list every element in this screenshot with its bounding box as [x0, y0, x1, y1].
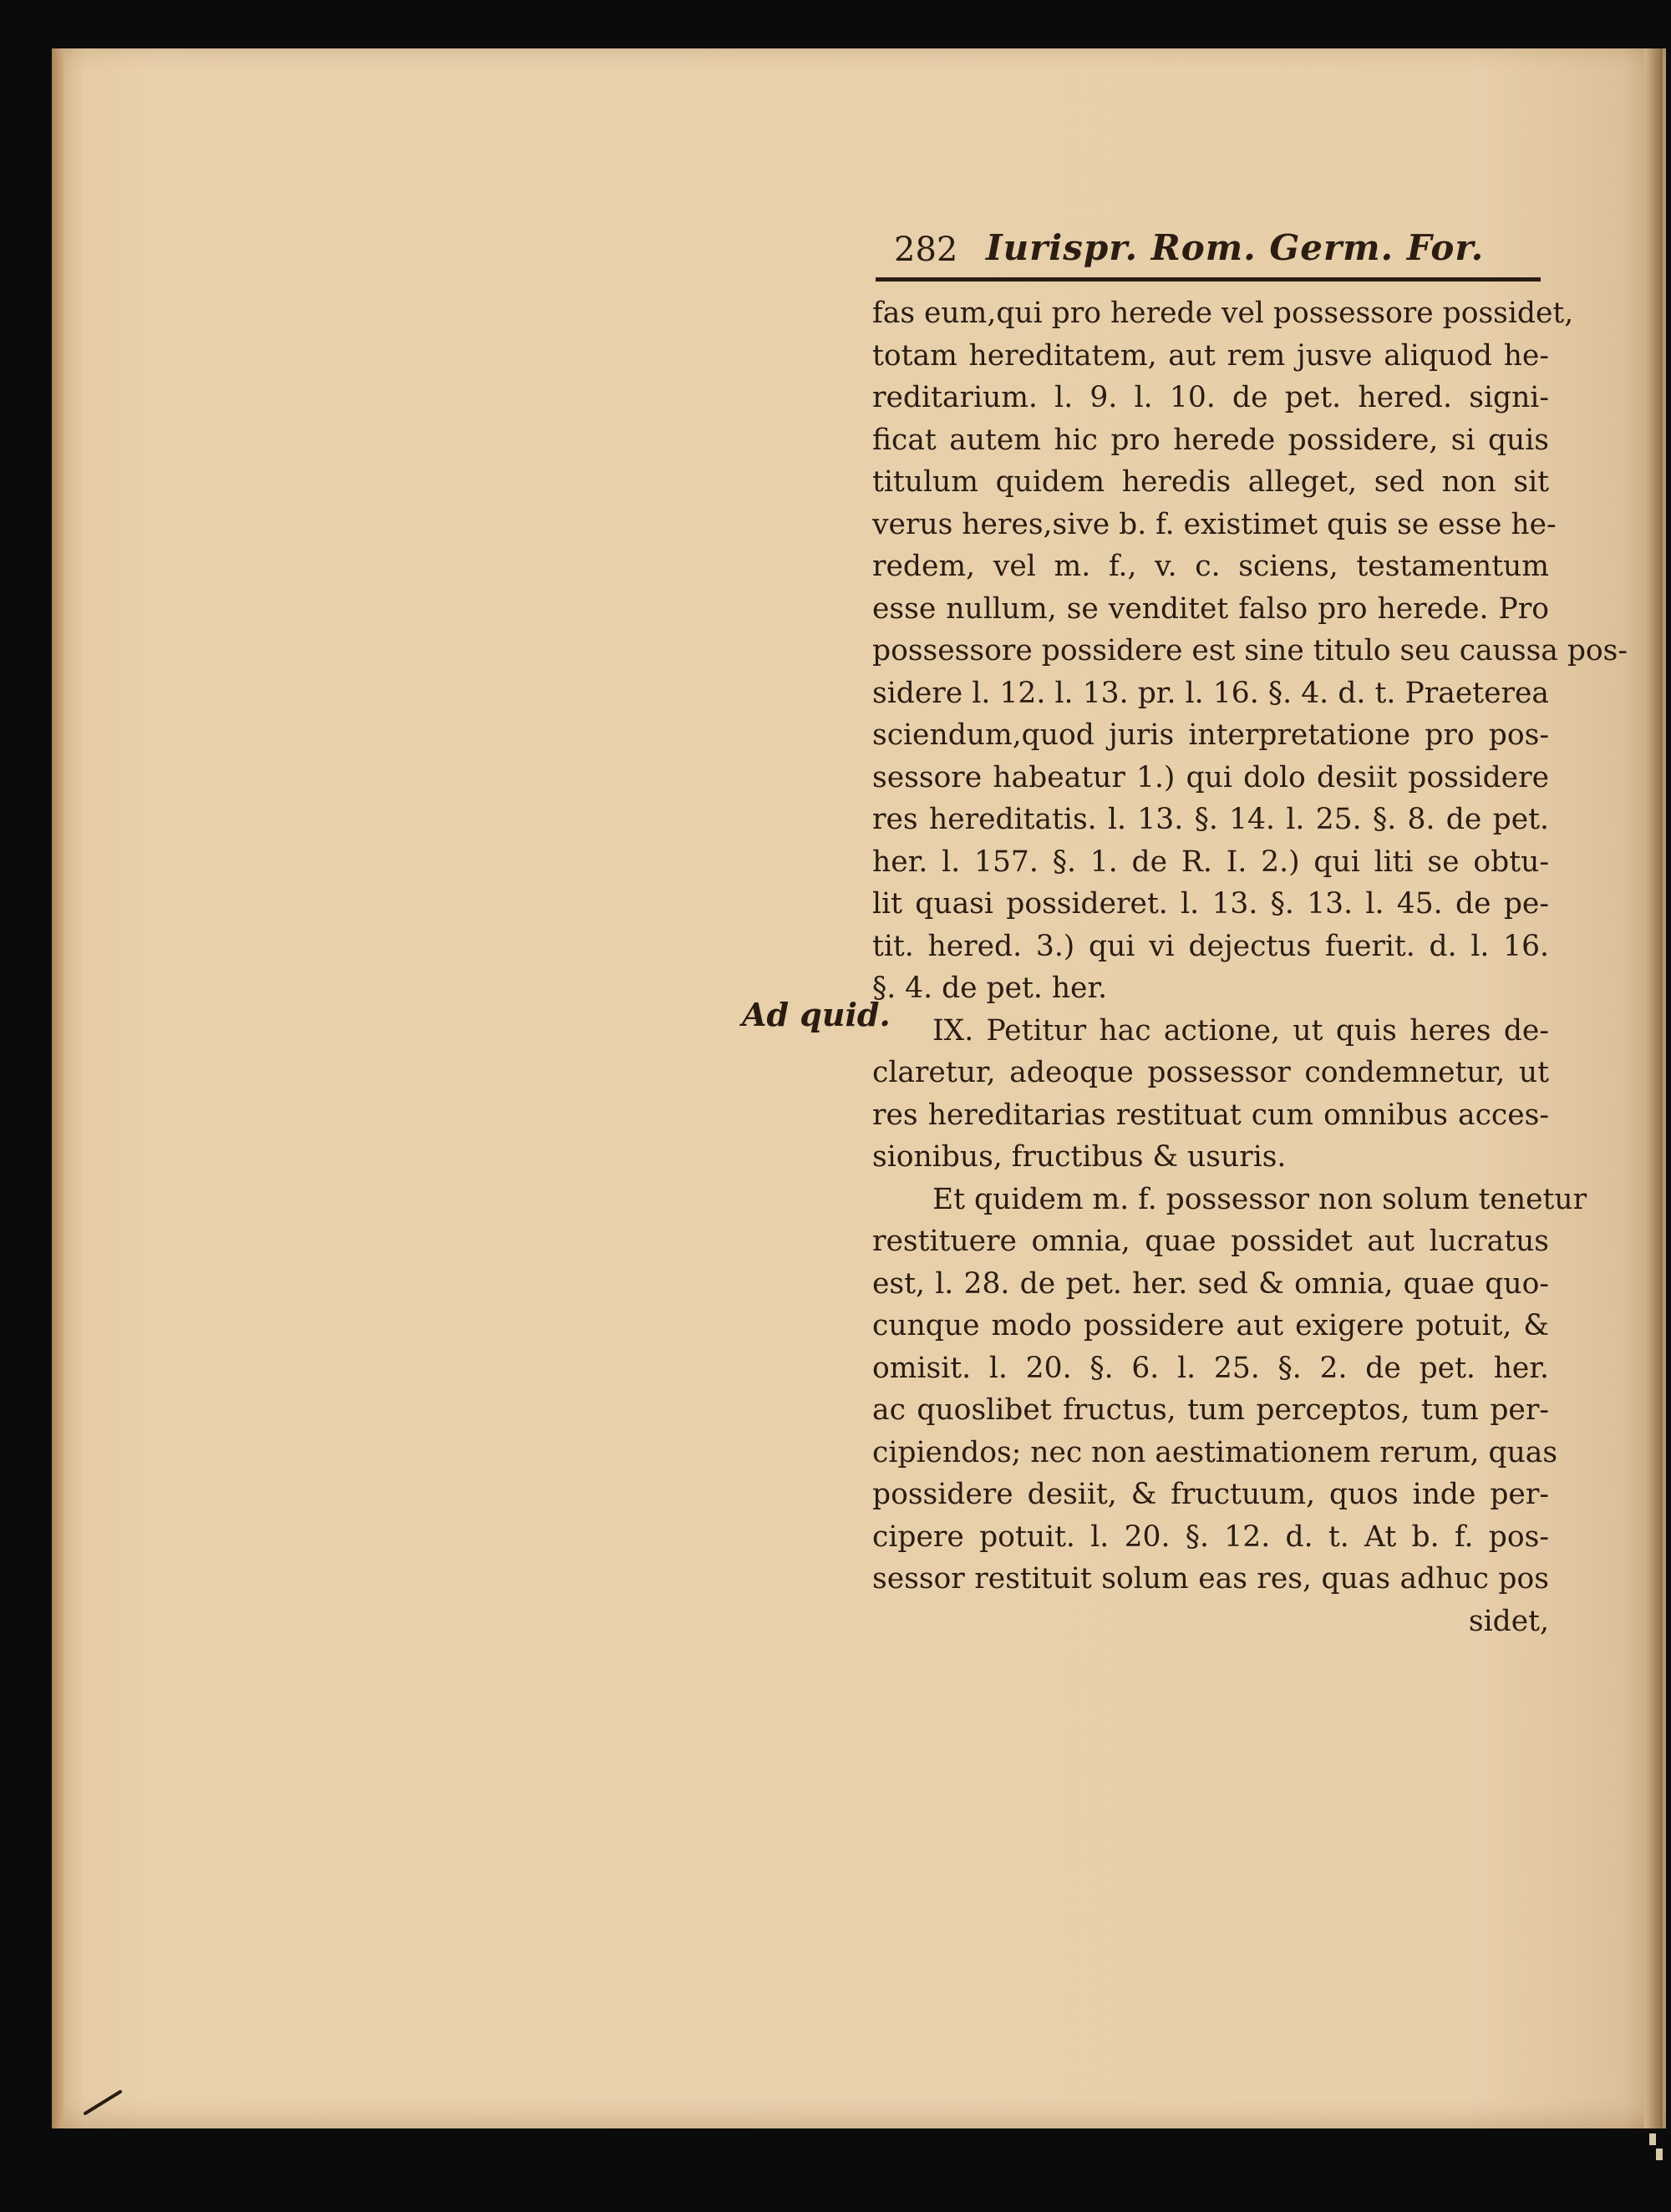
text-line: res hereditatis. l. 13. §. 14. l. 25. §. 8. de pet.	[872, 803, 1549, 836]
text-line: ac quoslibet fructus, tum perceptos, tum per-	[872, 1393, 1549, 1427]
text-line: redem, vel m. f., v. c. sciens, testamentum	[872, 550, 1549, 583]
page-corner-mark-icon	[1643, 2132, 1668, 2165]
text-line: fas eum,qui pro herede vel possessore possidet,	[872, 297, 1574, 330]
text-line: §. 4. de pet. her.	[872, 972, 1108, 1005]
page-header	[894, 224, 1546, 274]
body-text	[872, 292, 1628, 1642]
header-rule	[876, 277, 1541, 282]
text-line: omisit. l. 20. §. 6. l. 25. §. 2. de pet. her.	[872, 1351, 1549, 1385]
text-line: sessore habeatur 1.) qui dolo desiit possidere	[872, 760, 1549, 794]
text-line: ficat autem hic pro herede possidere, si quis	[872, 423, 1549, 457]
text-line: cipere potuit. l. 20. §. 12. d. t. At b. f. pos-	[872, 1519, 1549, 1554]
text-line: restituere omnia, quae possidet aut lucratus	[872, 1225, 1549, 1258]
page-outer-edge	[1644, 48, 1663, 2128]
text-line: verus heres,sive b. f. existimet quis se esse he-	[872, 507, 1557, 541]
text-line: lit quasi possideret. l. 13. §. 13. l. 45. de pe-	[872, 887, 1549, 921]
text-line: Et quidem m. f. possessor non solum tenetur	[932, 1182, 1587, 1216]
text-line: totam hereditatem, aut rem jusve aliquod he-	[872, 338, 1549, 373]
page-number: 282	[894, 231, 958, 269]
running-title: Iurispr. Rom. Germ. For.	[986, 227, 1485, 268]
text-line: sessor restituit solum eas res, quas adhuc pos	[872, 1562, 1549, 1596]
text-line: tit. hered. 3.) qui vi dejectus fuerit. d. l. 16.	[872, 929, 1549, 963]
text-line: res hereditarias restituat cum omnibus acces-	[872, 1098, 1549, 1132]
text-line: sidere l. 12. l. 13. pr. l. 16. §. 4. d. t. Praeterea	[872, 676, 1549, 710]
text-line: cipiendos; nec non aestimationem rerum, quas	[872, 1435, 1558, 1469]
pencil-mark-icon	[84, 2090, 122, 2115]
text-line: titulum quidem heredis alleget, sed non sit	[872, 465, 1549, 499]
text-line: reditarium. l. 9. l. 10. de pet. hered. signi-	[872, 381, 1549, 414]
text-line: est, l. 28. de pet. her. sed & omnia, quae quo-	[872, 1266, 1549, 1301]
text-line: possidere desiit, & fructuum, quos inde per-	[872, 1478, 1549, 1511]
text-line: her. l. 157. §. 1. de R. I. 2.) qui liti se obtu-	[872, 845, 1549, 879]
text-line: esse nullum, se venditet falso pro herede. Pro	[872, 591, 1549, 626]
text-line: sionibus, fructibus & usuris.	[872, 1140, 1287, 1174]
margin-note: Ad quid.	[742, 996, 891, 1033]
catchword: sidet,	[1468, 1604, 1549, 1638]
text-line: IX. Petitur hac actione, ut quis heres de-	[932, 1013, 1549, 1048]
text-line: sciendum,quod juris interpretatione pro pos-	[872, 718, 1549, 752]
text-line: possessore possidere est sine titulo seu caussa pos-	[872, 634, 1628, 667]
text-line: claretur, adeoque possessor condemnetur, ut	[872, 1056, 1549, 1089]
page-gutter-edge	[52, 48, 63, 2128]
text-line: cunque modo possidere aut exigere potuit, &	[872, 1309, 1549, 1342]
